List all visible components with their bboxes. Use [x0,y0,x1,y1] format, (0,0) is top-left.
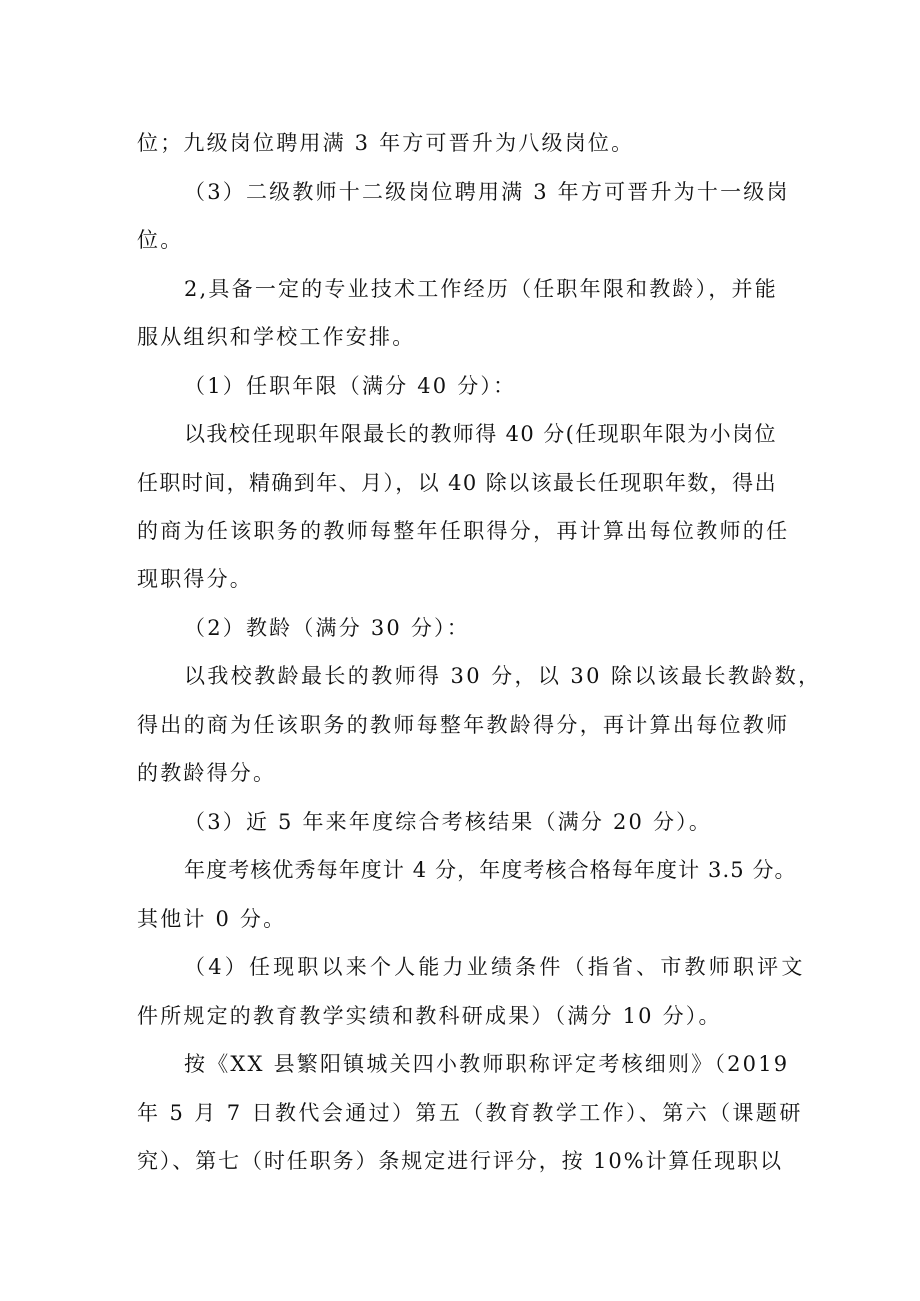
text-line: （4）任现职以来个人能力业绩条件（指省、市教师职评文 [184,955,806,979]
text-line: 得出的商为任该职务的教师每整年教龄得分，再计算出每位教师 [137,713,790,737]
text-line: 的教龄得分。 [137,761,277,785]
text-line: 位。 [137,228,184,252]
text-line: 其他计 0 分。 [137,907,287,931]
text-line: 年度考核优秀每年度计 4 分，年度考核合格每年度计 3.5 分。 [184,858,797,882]
text-line: 以我校任现职年限最长的教师得 40 分(任现职年限为小岗位 [184,422,777,446]
text-line: 任职时间，精确到年、月），以 40 除以该最长任现职年数，得出 [137,471,777,495]
text-line: 现职得分。 [137,567,253,591]
text-line: （3）二级教师十二级岗位聘用满 3 年方可晋升为十一级岗 [184,180,790,204]
text-line: 件所规定的教育教学实绩和教科研成果）（满分 10 分）。 [137,1004,722,1028]
text-line: （2）教龄（满分 30 分）： [184,616,470,640]
text-line: （3）近 5 年来年度综合考核结果（满分 20 分）。 [184,810,713,834]
text-line: 以我校教龄最长的教师得 30 分，以 30 除以该最长教龄数， [184,664,822,688]
text-line: 服从组织和学校工作安排。 [137,325,416,349]
text-line: 按《XX 县繁阳镇城关四小教师职称评定考核细则》（2019 [184,1052,790,1076]
text-line: 2,具备一定的专业技术工作经历（任职年限和教龄），并能 [184,277,778,301]
text-line: （1）任职年限（满分 40 分）： [184,374,517,398]
text-line: 年 5 月 7 日教代会通过）第五（教育教学工作）、第六（课题研 [137,1101,803,1125]
text-line: 究）、第七（时任职务）条规定进行评分，按 10%计算任现职以 [137,1149,783,1173]
text-line: 的商为任该职务的教师每整年任职得分，再计算出每位教师的任 [137,519,790,543]
text-line: 位；九级岗位聘用满 3 年方可晋升为八级岗位。 [137,131,635,155]
